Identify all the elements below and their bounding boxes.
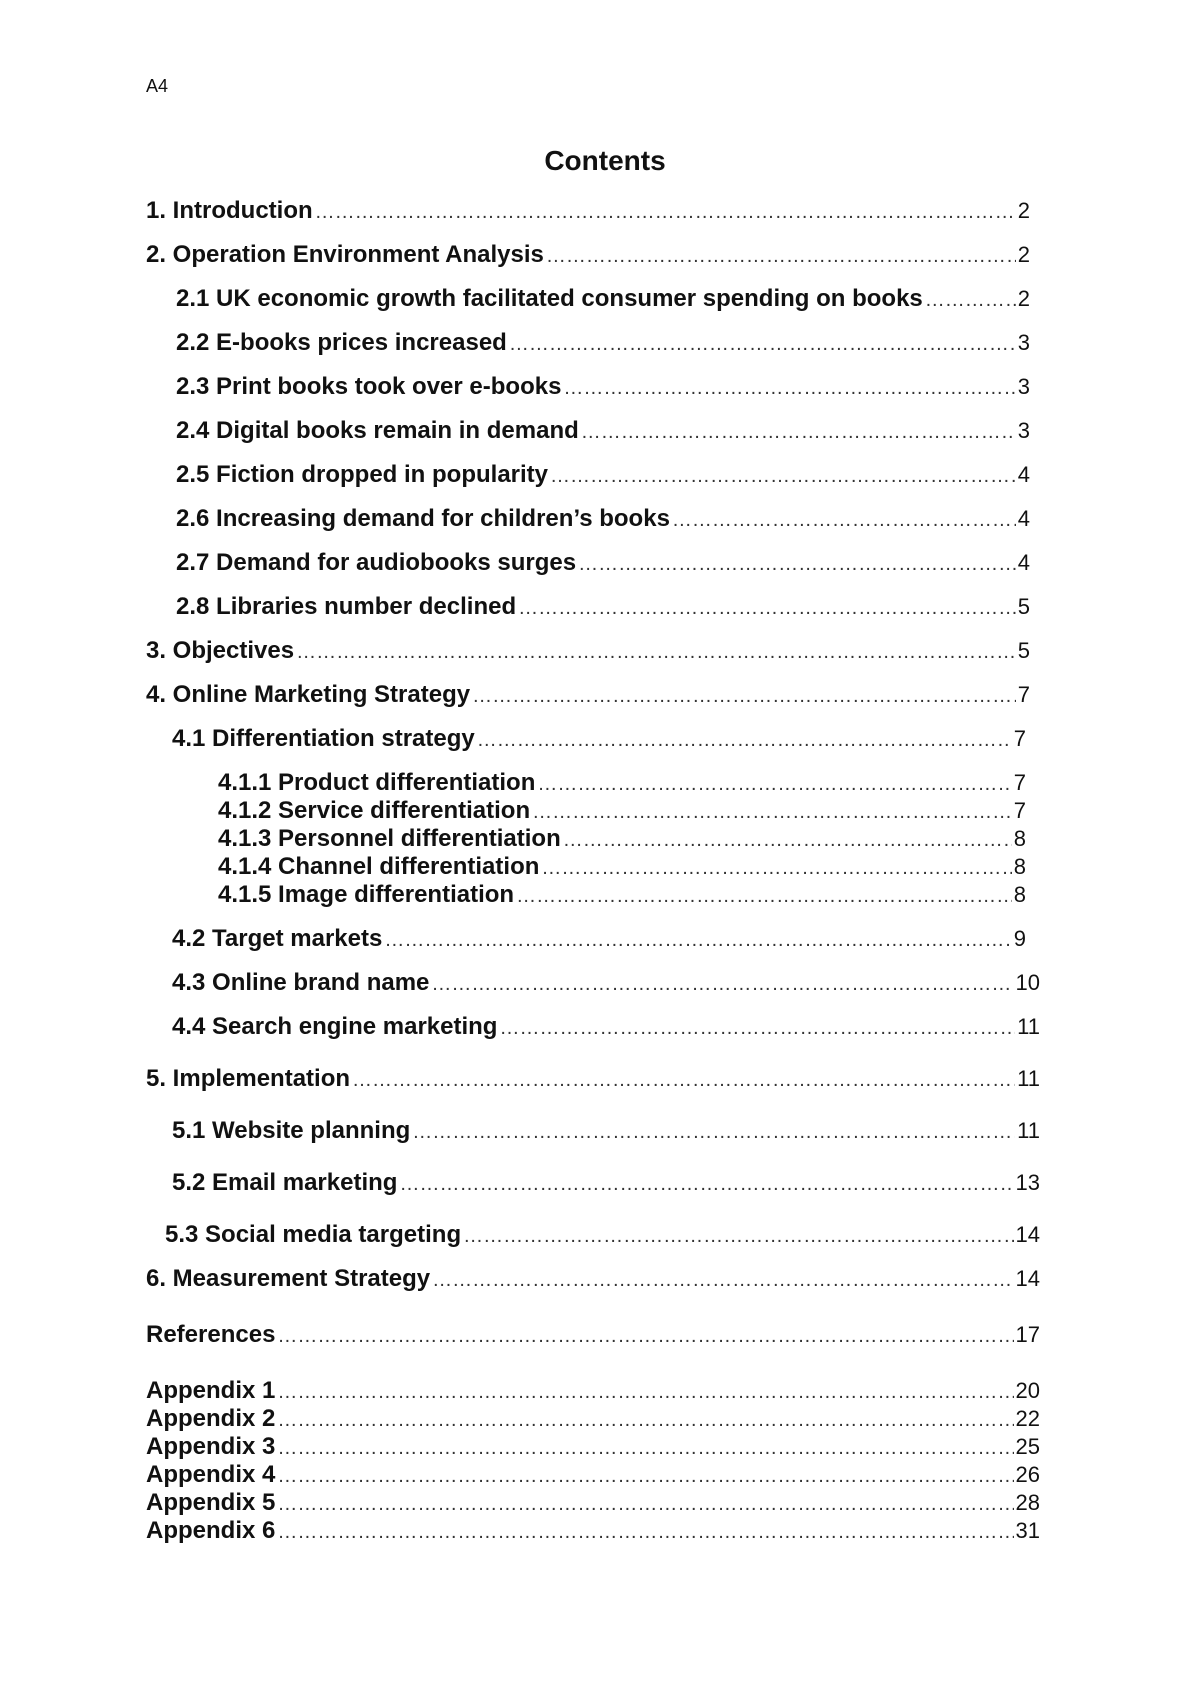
toc-entry-label: 4.2 Target markets [172, 925, 383, 952]
toc-entry-page-number: 8 [1013, 854, 1026, 879]
toc-entry-page-number: 14 [1015, 1222, 1040, 1247]
toc-entry [146, 681, 1030, 709]
toc-entry [146, 1377, 1040, 1405]
toc-entry-label: 2.8 Libraries number declined [176, 593, 517, 620]
toc-entry-label: 4.1.3 Personnel differentiation [218, 825, 561, 852]
toc-leader-dots [563, 826, 1012, 853]
toc-entry [176, 461, 1030, 489]
toc-entry-page-number: 11 [1017, 1118, 1040, 1143]
toc-leader-dots [581, 418, 1016, 445]
toc-entry-page-number: 3 [1017, 374, 1030, 399]
toc-leader-dots [463, 1222, 1013, 1249]
toc-leader-dots [384, 926, 1011, 953]
toc-entry-label: 2.6 Increasing demand for children’s books [176, 505, 670, 532]
toc-entry-label: 2.1 UK economic growth facilitated consumer spending on books [176, 285, 923, 312]
toc-leader-dots [672, 506, 1016, 533]
toc-entry-label: 4.1.2 Service differentiation [218, 797, 531, 824]
toc-entry-page-number: 31 [1015, 1518, 1040, 1543]
toc-leader-dots [296, 638, 1016, 665]
toc-entry-page-number: 2 [1017, 286, 1030, 311]
toc-entry [146, 241, 1030, 269]
toc-entry-label: References [146, 1321, 276, 1348]
toc-entry-label: 4.1.4 Channel differentiation [218, 853, 540, 880]
toc-entry [218, 881, 1026, 909]
toc-leader-dots [563, 374, 1015, 401]
page-title: Contents [544, 145, 666, 176]
toc-entry-page-number: 25 [1015, 1434, 1040, 1459]
toc-leader-dots [432, 1266, 1013, 1293]
toc-entry-label: 4.1 Differentiation strategy [172, 725, 475, 752]
toc-entry-page-number: 3 [1017, 330, 1030, 355]
toc-entry-page-number: 11 [1017, 1014, 1040, 1039]
toc-leader-dots [277, 1434, 1013, 1461]
toc-entry-label: Appendix 5 [146, 1489, 276, 1516]
toc-entry [218, 825, 1026, 853]
toc-entry-label: 5.2 Email marketing [172, 1169, 398, 1196]
toc-entry-page-number: 9 [1013, 926, 1026, 951]
toc-leader-dots [277, 1462, 1013, 1489]
toc-leader-dots [546, 242, 1016, 269]
toc-leader-dots [578, 550, 1016, 577]
toc-entry-label: Appendix 2 [146, 1405, 276, 1432]
toc-leader-dots [315, 198, 1016, 225]
toc-entry-page-number: 2 [1017, 198, 1030, 223]
toc-entry-page-number: 3 [1017, 418, 1030, 443]
toc-entry-label: Appendix 4 [146, 1461, 276, 1488]
toc-leader-dots [431, 970, 1013, 997]
toc-entry-page-number: 4 [1017, 462, 1030, 487]
toc-entry-label: 4.4 Search engine marketing [172, 1013, 498, 1040]
toc-entry-page-number: 11 [1017, 1066, 1040, 1091]
toc-leader-dots [509, 330, 1016, 357]
toc-entry-label: 4. Online Marketing Strategy [146, 681, 471, 708]
toc-entry [176, 593, 1030, 621]
toc-entry-page-number: 26 [1015, 1462, 1040, 1487]
toc-entry [172, 1169, 1040, 1197]
page-size-label: A4 [146, 76, 169, 96]
toc-entry-page-number: 4 [1017, 506, 1030, 531]
toc-leader-dots [277, 1322, 1013, 1349]
toc-entry-label: 2.2 E-books prices increased [176, 329, 507, 356]
toc-entry [218, 769, 1026, 797]
toc-leader-dots [352, 1066, 1015, 1093]
toc-entry-label: Appendix 6 [146, 1517, 276, 1544]
toc-entry-page-number: 22 [1015, 1406, 1040, 1431]
toc-entry-page-number: 8 [1013, 826, 1026, 851]
toc-entry-label: 4.3 Online brand name [172, 969, 430, 996]
toc-entry-page-number: 7 [1017, 682, 1030, 707]
toc-entry-page-number: 4 [1017, 550, 1030, 575]
toc-entry [176, 549, 1030, 577]
toc-entry [146, 1405, 1040, 1433]
toc-leader-dots [518, 594, 1016, 621]
toc-leader-dots [277, 1406, 1013, 1433]
toc-entry-page-number: 10 [1015, 970, 1040, 995]
toc-leader-dots [277, 1490, 1013, 1517]
toc-entry [172, 925, 1026, 953]
toc-leader-dots [925, 286, 1016, 313]
toc-entry [172, 1013, 1040, 1041]
toc-entry-label: 2. Operation Environment Analysis [146, 241, 544, 268]
toc-leader-dots [537, 770, 1011, 797]
toc-entry [146, 1517, 1040, 1545]
toc-entry [165, 1221, 1040, 1249]
toc-entry [146, 1065, 1040, 1093]
toc-entry-label: Appendix 1 [146, 1377, 276, 1404]
toc-entry-page-number: 13 [1015, 1170, 1040, 1195]
toc-entry-label: 4.1.5 Image differentiation [218, 881, 515, 908]
toc-entry-label: 2.3 Print books took over e-books [176, 373, 562, 400]
toc-leader-dots [412, 1118, 1015, 1145]
toc-entry-label: 2.4 Digital books remain in demand [176, 417, 579, 444]
toc-entry-label: 2.7 Demand for audiobooks surges [176, 549, 577, 576]
toc-entry-page-number: 20 [1015, 1378, 1040, 1403]
toc-entry-page-number: 28 [1015, 1490, 1040, 1515]
toc-entry-label: 3. Objectives [146, 637, 295, 664]
toc-entry-page-number: 2 [1017, 242, 1030, 267]
toc-leader-dots [541, 854, 1011, 881]
toc-entry [146, 637, 1030, 665]
toc-leader-dots [277, 1378, 1013, 1405]
toc-leader-dots [499, 1014, 1015, 1041]
toc-leader-dots [399, 1170, 1013, 1197]
toc-entry [172, 725, 1026, 753]
toc-entry [146, 197, 1030, 225]
toc-entry-label: 5.3 Social media targeting [165, 1221, 462, 1248]
toc-entry-page-number: 7 [1013, 798, 1026, 823]
toc-entry [146, 1321, 1040, 1349]
toc-entry-page-number: 5 [1017, 638, 1030, 663]
toc-entry-page-number: 7 [1013, 726, 1026, 751]
toc-entry [218, 853, 1026, 881]
toc-entry [172, 969, 1040, 997]
toc-entry-page-number: 5 [1017, 594, 1030, 619]
toc-entry-label: 5.1 Website planning [172, 1117, 411, 1144]
toc-entry [218, 797, 1026, 825]
toc-entry [172, 1117, 1040, 1145]
toc-leader-dots [532, 798, 1012, 825]
toc-entry-label: 1. Introduction [146, 197, 313, 224]
toc-leader-dots [477, 726, 1012, 753]
toc-entry-page-number: 14 [1015, 1266, 1040, 1291]
toc-entry [176, 505, 1030, 533]
toc-entry-label: 4.1.1 Product differentiation [218, 769, 536, 796]
toc-entry [176, 373, 1030, 401]
toc-entry-page-number: 17 [1015, 1322, 1040, 1347]
toc-entry-label: 2.5 Fiction dropped in popularity [176, 461, 549, 488]
toc-entry [146, 1489, 1040, 1517]
toc-leader-dots [516, 882, 1012, 909]
toc-leader-dots [550, 462, 1016, 489]
toc-entry [176, 329, 1030, 357]
toc-entry-page-number: 8 [1013, 882, 1026, 907]
toc-entry [146, 1461, 1040, 1489]
toc-entry-label: Appendix 3 [146, 1433, 276, 1460]
toc-entry [146, 1265, 1040, 1293]
toc-leader-dots [277, 1518, 1013, 1545]
toc-entry-label: 5. Implementation [146, 1065, 351, 1092]
toc-entry [176, 417, 1030, 445]
toc-leader-dots [472, 682, 1016, 709]
toc-entry-page-number: 7 [1013, 770, 1026, 795]
toc-entry [146, 1433, 1040, 1461]
toc-entry-label: 6. Measurement Strategy [146, 1265, 431, 1292]
toc-entry [176, 285, 1030, 313]
